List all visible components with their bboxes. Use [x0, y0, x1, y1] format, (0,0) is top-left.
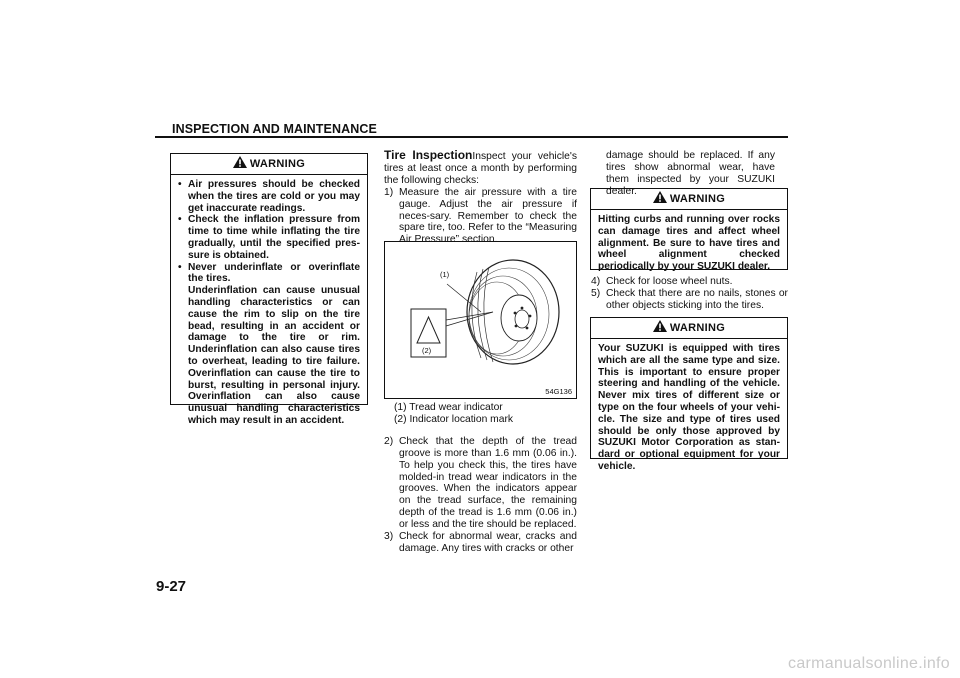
- figure-code: 54G136: [545, 387, 572, 396]
- warning-bullet: • Never underinflate or overinflate the tires.: [178, 262, 360, 286]
- figure-caption-1: (1) Tread wear indicator: [394, 402, 503, 413]
- warning-header: [591, 189, 787, 210]
- warning-continuation: Underinflation can cause unusual handling characteristics or can cause the rim to slip on the tire bead, resulting in an accident or damage to the tire or rim. Underinflation can also cause tires to overheat, leading to tire failure. Overinflation can cause the tire to burst, resulting in personal injury. Overinflation can also cause unusual handling characteristics which may result in an accident.: [188, 285, 360, 426]
- warning-header: [171, 154, 367, 175]
- step-5: 5) Check that there are no nails, stones or other objects sticking into the tires.: [591, 287, 788, 311]
- warning-header: [591, 318, 787, 339]
- figure-caption-2: (2) Indicator location mark: [394, 413, 514, 425]
- warning-box-curbs: [590, 188, 788, 273]
- tire-figure: [384, 241, 577, 399]
- figure-label-1: (1): [440, 270, 450, 279]
- page-header-title: INSPECTION AND MAINTENANCE: [172, 122, 377, 136]
- section-heading: Tire Inspection: [384, 148, 473, 162]
- warning-triangle-icon: [653, 191, 667, 203]
- middle-column: [384, 150, 577, 246]
- warning-triangle-icon: [653, 320, 667, 332]
- warning-triangle-icon: [233, 156, 247, 168]
- warning-title: WARNING: [249, 158, 306, 170]
- warning-title: WARNING: [669, 193, 726, 205]
- warning-bullet: • Check the inflation pressure from time to time while inflating the tire gradually, until the specified pres-sure is obtained.: [178, 214, 360, 261]
- warning-bullet: • Air pressures should be checked when the tires are cold or you may get inaccurate readings.: [178, 179, 360, 214]
- step-2: 2) Check that the depth of the tread groove is more than 1.6 mm (0.06 in.). To help you check this, the tires have molded-in tread wear indicators in the grooves. When the indicators appear on the tread surface, the remaining depth of the tread is 1.6 mm (0.06 in.) or less and the tire should be replaced.: [384, 435, 577, 531]
- warning-title: WARNING: [669, 322, 726, 334]
- warning-box-tire-type: [590, 317, 788, 472]
- step-4: 4) Check for loose wheel nuts.: [591, 276, 733, 287]
- page-number: 9-27: [156, 578, 187, 595]
- step-3: 3) Check for abnormal wear, cracks and damage. Any tires with cracks or other: [384, 531, 577, 554]
- right-steps: [591, 276, 788, 312]
- footer-watermark: carmanualsonline.info: [788, 655, 950, 672]
- middle-column-lower: [384, 402, 577, 555]
- header-divider: [155, 136, 788, 138]
- step-1: 1) Measure the air pressure with a tire gauge. Adjust the air pressure if neces-sary. Remember to check the spare tire, too. Refer to the “Measuring Air Pressure” section.: [384, 186, 577, 246]
- intro-text: Inspect your vehicle's tires at least once a month by performing the following checks:: [384, 151, 577, 186]
- warning-text: Your SUZUKI is equipped with tires which are all the same type and size. This is important to ensure proper steering and handling of the vehicle. Never mix tires of different size or type on the four wheels of your vehi-cle. The size and type of tires used should be only those approved by SUZUKI Motor Corporation as stan-dard or optional equipment for your vehicle.: [598, 343, 780, 472]
- right-continuation: damage should be replaced. If any tires show abnormal wear, have them inspected by your SUZUKI dealer.: [606, 150, 775, 197]
- warning-box-inflation: [170, 153, 368, 426]
- figure-label-2: (2): [422, 346, 432, 355]
- warning-text: Hitting curbs and running over rocks can damage tires and affect wheel alignment. Be sure to have tires and wheel alignment checked periodically by your SUZUKI dealer.: [598, 214, 780, 273]
- tire-illustration: [385, 242, 578, 400]
